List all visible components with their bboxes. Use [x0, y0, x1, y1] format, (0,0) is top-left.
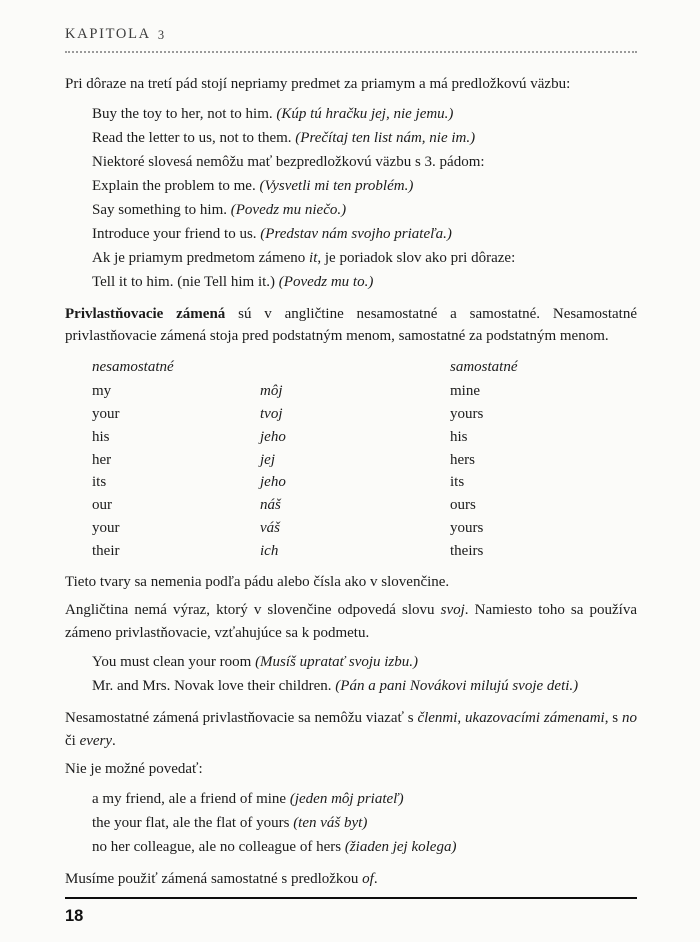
paragraph	[65, 758, 637, 781]
example-line	[92, 102, 637, 126]
text-run: ,	[457, 710, 466, 727]
table-cell: mine	[450, 383, 480, 400]
text-run: Ak je priamym predmetom zámeno	[92, 249, 310, 266]
paragraph	[65, 73, 637, 96]
example-line	[92, 198, 637, 222]
table-row	[92, 449, 637, 472]
example-block	[65, 650, 637, 698]
page-content	[65, 53, 637, 897]
example-line	[92, 270, 637, 294]
text-run: (Pán a pani Novákovi milujú svoje deti.)	[335, 678, 579, 695]
table-cell: náš	[260, 497, 281, 514]
table-row	[92, 380, 637, 403]
text-run: (ten váš byt)	[293, 814, 368, 831]
table-row	[92, 403, 637, 426]
text-run: . Namiesto toho sa používa zámeno privlastňovacie, vzťahujúce sa k podmetu.	[65, 602, 637, 641]
table-row	[92, 494, 637, 517]
text-run: of	[362, 870, 374, 887]
text-run: svoj	[440, 602, 465, 619]
example-line	[92, 787, 637, 811]
table-cell: its	[92, 474, 107, 491]
text-run: Pri dôraze na tretí pád stojí nepriamy predmet za priamym a má predložkovú väzbu:	[65, 76, 571, 92]
table-cell: váš	[260, 520, 280, 537]
text-run: Nesamostatné zámená privlastňovacie sa nemôžu viazať s	[65, 710, 418, 727]
text-run: Nie je možné povedať:	[65, 761, 203, 778]
chapter-number: 3	[157, 28, 165, 42]
table-cell: ich	[260, 542, 279, 559]
text-run: no her colleague, ale no colleague of hers	[92, 838, 345, 855]
text-run: Mr. and Mrs. Novak love their children.	[92, 678, 336, 695]
text-run: it	[309, 249, 318, 266]
text-run: , s	[604, 710, 623, 727]
table-cell: my	[92, 383, 112, 400]
table-cell: our	[92, 497, 112, 514]
paragraph	[65, 599, 637, 644]
text-run: Tieto tvary sa nemenia podľa pádu alebo čísla ako v slovenčine.	[65, 573, 450, 590]
text-run: ukazovacími zámenami	[465, 710, 605, 727]
table-cell: yours	[450, 406, 484, 423]
table-cell: his	[92, 428, 110, 445]
paragraph	[65, 707, 637, 752]
text-run: (Kúp tú hračku jej, nie jemu.)	[276, 105, 454, 122]
text-run: every	[79, 732, 113, 749]
text-run: , je poriadok slov ako pri dôraze:	[317, 249, 516, 266]
text-run: či	[65, 732, 80, 749]
example-line	[92, 674, 637, 698]
text-run: Say something to him.	[92, 201, 231, 218]
text-run: (Vysvetli mi ten problém.)	[259, 177, 414, 194]
text-run: (jeden môj priateľ)	[289, 790, 404, 807]
table-cell: its	[450, 474, 465, 491]
table-cell: jeho	[260, 474, 286, 491]
table-cell: your	[92, 406, 120, 423]
text-run: Niektoré slovesá nemôžu mať bezpredložkovú väzbu s 3. pádom:	[92, 153, 485, 170]
example-line	[92, 174, 637, 198]
text-run: no	[622, 710, 638, 727]
table-cell: theirs	[450, 542, 484, 559]
table-row	[92, 540, 637, 563]
text-run: .	[112, 732, 116, 749]
table-cell: her	[92, 451, 112, 468]
table-cell: his	[450, 428, 468, 445]
table-cell: yours	[450, 520, 484, 537]
text-run: a my friend, ale a friend of mine	[92, 790, 290, 807]
text-run: Read the letter to us, not to them.	[92, 129, 296, 146]
example-line	[92, 835, 637, 859]
table-cell: jej	[260, 451, 275, 468]
page-footer	[65, 897, 637, 942]
text-run: Explain the problem to me.	[92, 177, 260, 194]
example-line	[92, 650, 637, 674]
text-run: .	[373, 870, 378, 887]
example-line	[92, 222, 637, 246]
text-run: Angličtina nemá výraz, ktorý v slovenčine odpovedá slovu	[65, 602, 441, 619]
text-run: (Predstav nám svojho priateľa.)	[260, 225, 452, 242]
chapter-header	[65, 26, 637, 53]
text-run: You must clean your room	[92, 654, 256, 671]
text-run: (Povedz mu to.)	[278, 273, 374, 290]
table-cell: hers	[450, 451, 475, 468]
page-number: 18	[65, 907, 84, 925]
text-run: Privlastňovacie zámená	[65, 305, 226, 322]
text-run: (žiaden jej kolega)	[344, 838, 457, 855]
table-cell: tvoj	[260, 406, 283, 423]
table-row	[92, 426, 637, 449]
table-cell: their	[92, 542, 120, 559]
column-header-nesamostatne: nesamostatné	[92, 358, 174, 375]
text-run: the your flat, ale the flat of yours	[92, 814, 294, 831]
example-line	[92, 811, 637, 835]
example-line	[92, 150, 637, 174]
text-run: (Prečítaj ten list nám, nie im.)	[295, 129, 476, 146]
table-cell: your	[92, 520, 120, 537]
paragraph	[65, 303, 637, 348]
table-cell: môj	[260, 383, 283, 400]
table-header-row	[92, 356, 637, 379]
table-cell: jeho	[260, 428, 286, 445]
chapter-label: KAPITOLA	[65, 26, 151, 42]
text-run: Musíme použiť zámená samostatné s predložkou	[65, 870, 363, 887]
example-line	[92, 246, 637, 270]
table-row	[92, 471, 637, 494]
table-row	[92, 517, 637, 540]
example-block	[65, 102, 637, 294]
column-spacer	[260, 356, 450, 379]
text-run: členmi	[417, 710, 458, 727]
text-run: (Musíš upratať svoju izbu.)	[255, 654, 419, 671]
text-run: Tell it to him. (nie Tell him it.)	[92, 273, 279, 290]
text-run: Buy the toy to her, not to him.	[92, 105, 277, 122]
text-run: (Povedz mu niečo.)	[230, 201, 347, 218]
example-block	[65, 787, 637, 859]
column-header-samostatne: samostatné	[450, 358, 518, 375]
example-line	[92, 126, 637, 150]
table-cell: ours	[450, 497, 476, 514]
pronoun-table	[92, 356, 637, 563]
text-run: sú v angličtine nesamostatné a samostatné. Nesamostatné privlastňovacie zámená stoja pred podstatným menom, samostatné za podstatným menom.	[65, 305, 637, 344]
paragraph	[65, 571, 637, 594]
text-run: Introduce your friend to us.	[92, 225, 261, 242]
paragraph	[65, 868, 637, 891]
